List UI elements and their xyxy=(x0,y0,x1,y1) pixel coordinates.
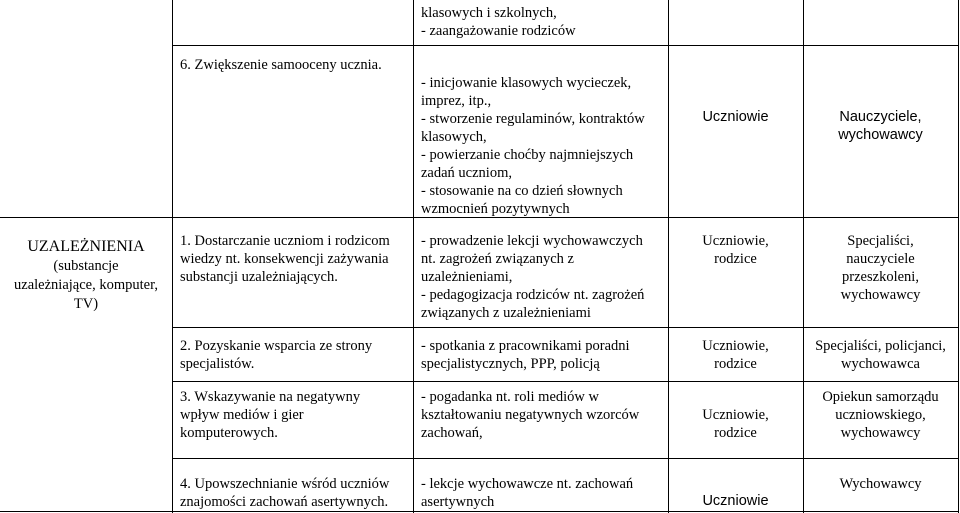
text-line: uzależniające, komputer, xyxy=(14,277,158,293)
text-line: 6. Zwiększenie samooceny ucznia. xyxy=(180,57,382,73)
text-line: klasowych i szkolnych, xyxy=(421,5,557,21)
goal-cell xyxy=(180,337,372,373)
text-line: 2. Pozyskanie wsparcia ze strony xyxy=(180,338,373,354)
text-line: - lekcje wychowawcze nt. zachowań xyxy=(421,476,634,492)
responsible-cell xyxy=(803,388,958,442)
text-line: 1. Dostarczanie uczniom i rodzicom xyxy=(180,233,390,249)
text-line: związanych z uzależnieniami xyxy=(421,305,591,321)
text-line: wiedzy nt. konsekwencji zażywania xyxy=(180,251,389,267)
text-line: wychowawcy xyxy=(840,425,921,441)
text-line: - pedagogizacja rodziców nt. zagrożeń xyxy=(421,287,645,303)
target-cell xyxy=(668,337,803,373)
target-cell xyxy=(668,108,803,126)
text-line: Uczniowie xyxy=(702,109,769,125)
activities-cell xyxy=(421,4,576,40)
text-line: komputerowych. xyxy=(180,425,278,441)
text-line: Specjaliści, xyxy=(847,233,914,249)
text-line: Opiekun samorządu xyxy=(822,389,939,405)
target-cell xyxy=(668,406,803,442)
area-cell xyxy=(0,237,172,314)
text-line: substancji uzależniających. xyxy=(180,269,338,285)
text-line: Uczniowie, xyxy=(702,407,769,423)
text-line: (substancje xyxy=(53,258,119,274)
goal-cell xyxy=(180,475,389,511)
text-line: - stworzenie regulaminów, kontraktów xyxy=(421,111,645,127)
text-line: imprez, itp., xyxy=(421,93,492,109)
text-line: Uczniowie xyxy=(702,493,769,509)
text-line: wzmocnień pozytywnych xyxy=(421,201,570,217)
responsible-cell xyxy=(803,475,958,493)
goal-cell xyxy=(180,232,390,286)
text-line: klasowych, xyxy=(421,129,487,145)
text-line: wychowawcy xyxy=(840,287,921,303)
responsible-cell xyxy=(803,232,958,304)
row-divider xyxy=(172,45,959,46)
text-line: Uczniowie, xyxy=(702,338,769,354)
text-line: rodzice xyxy=(714,251,757,267)
activities-cell xyxy=(421,388,639,442)
row-divider xyxy=(172,458,959,459)
text-line: Specjaliści, policjanci, xyxy=(815,338,946,354)
row-divider xyxy=(172,381,959,382)
text-line: rodzice xyxy=(714,425,757,441)
text-line: - prowadzenie lekcji wychowawczych xyxy=(421,233,643,249)
text-line: - inicjowanie klasowych wycieczek, xyxy=(421,75,632,91)
text-line: rodzice xyxy=(714,356,757,372)
text-line: - stosowanie na co dzień słownych xyxy=(421,183,623,199)
text-line: 3. Wskazywanie na negatywny xyxy=(180,389,361,405)
table-border-right xyxy=(958,0,959,513)
activities-cell xyxy=(421,475,633,511)
column-divider xyxy=(413,0,414,513)
area-title: UZALEŻNIENIA xyxy=(27,238,145,255)
text-line: Wychowawcy xyxy=(839,476,922,492)
text-line: Nauczyciele, xyxy=(839,109,922,125)
text-line: wychowawca xyxy=(841,356,920,372)
text-line: wychowawcy xyxy=(838,127,923,143)
text-line: specjalistów. xyxy=(180,356,255,372)
text-line: zachowań, xyxy=(421,425,483,441)
text-line: - zaangażowanie rodziców xyxy=(421,23,576,39)
text-line: kształtowaniu negatywnych wzorców xyxy=(421,407,640,423)
responsible-cell xyxy=(803,108,958,144)
text-line: asertywnych xyxy=(421,494,495,510)
text-line: uczniowskiego, xyxy=(835,407,926,423)
activities-cell xyxy=(421,232,644,322)
text-line: - powierzanie choćby najmniejszych xyxy=(421,147,634,163)
activities-cell xyxy=(421,74,645,218)
table-border-bottom xyxy=(0,511,959,512)
goal-cell xyxy=(180,56,382,74)
text-line: Uczniowie, xyxy=(702,233,769,249)
column-divider xyxy=(172,0,173,513)
row-divider xyxy=(172,327,959,328)
text-line: zadań uczniom, xyxy=(421,165,512,181)
text-line: znajomości zachowań asertywnych. xyxy=(180,494,389,510)
text-line: TV) xyxy=(73,296,99,312)
text-line: wpływ mediów i gier xyxy=(180,407,304,423)
target-cell xyxy=(668,492,803,510)
text-line: nt. zagrożeń związanych z xyxy=(421,251,574,267)
text-line: 4. Upowszechnianie wśród uczniów xyxy=(180,476,390,492)
text-line: - spotkania z pracownikami poradni xyxy=(421,338,630,354)
activities-cell xyxy=(421,337,630,373)
text-line: uzależnieniami, xyxy=(421,269,513,285)
text-line: - pogadanka nt. roli mediów w xyxy=(421,389,599,405)
text-line: przeszkoleni, xyxy=(842,269,919,285)
goal-cell xyxy=(180,388,360,442)
target-cell xyxy=(668,232,803,268)
text-line: nauczyciele xyxy=(846,251,915,267)
responsible-cell xyxy=(803,337,958,373)
text-line: specjalistycznych, PPP, policją xyxy=(421,356,600,372)
